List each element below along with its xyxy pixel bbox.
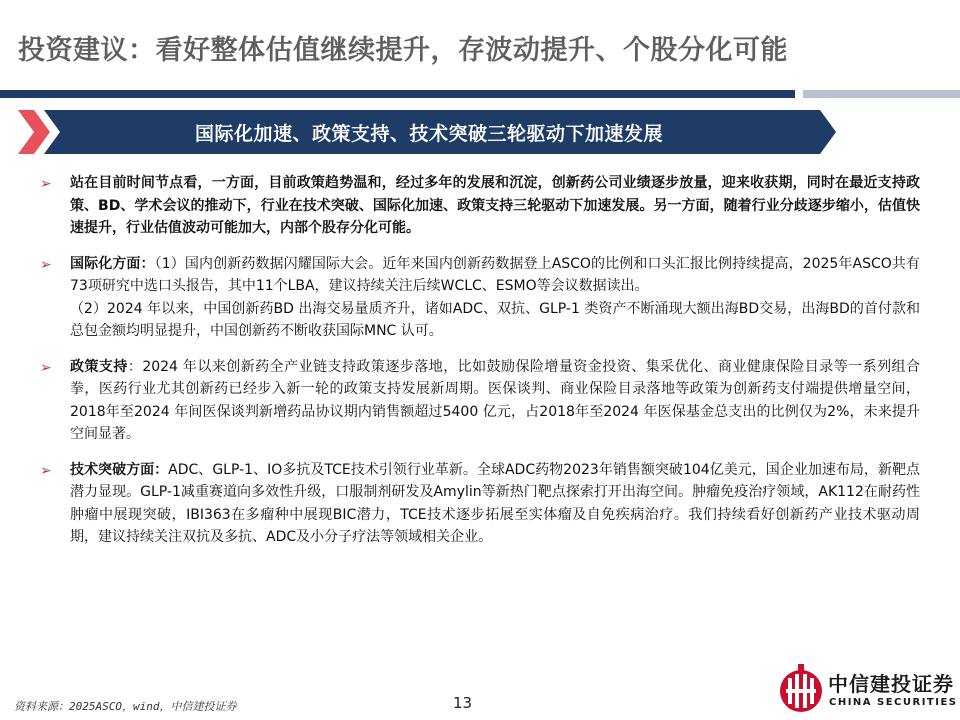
section-banner bbox=[18, 110, 840, 154]
bullet-policy bbox=[40, 356, 920, 446]
bullet-heading: 技术突破方面： bbox=[70, 461, 169, 478]
bullet-text: （1）国内创新药数据闪耀国际大会。近年来国内创新药数据登上ASCO的比例和口头汇报比例持续提高，2025年ASCO共有73项研究中选口头报告，其中11个LBA，建议持续关注后续WCLC、ESMO等会议数据读出。 bbox=[70, 255, 920, 294]
bullet-arrow-icon: ➢ bbox=[40, 176, 52, 192]
bullet-paragraph bbox=[70, 253, 920, 298]
bullet-arrow-icon: ➢ bbox=[40, 256, 52, 273]
bullet-technology bbox=[40, 459, 920, 549]
logo-mark-icon bbox=[778, 664, 824, 716]
title-rule-light bbox=[803, 90, 960, 98]
bullet-paragraph bbox=[70, 459, 920, 549]
bullet-list bbox=[40, 172, 920, 562]
bullet-text: ：2024 年以来创新药全产业链支持政策逐步落地，比如鼓励保险增量资金投资、集采优化、商业健康保险目录等一系列组合拳，医药行业尤其创新药已经步入新一轮的政策支持发展新周期。医保谈判、商业保险目录落地等政策为创新药支付端提供增量空间，2018年至2024 年间医保谈判新增药品协议期内销售额超过5400 亿元，占2018年至2024 年医保基金总支出的比例仅为2%，未来提升空间显著。 bbox=[70, 358, 921, 442]
title-rule-dark bbox=[0, 90, 795, 98]
bullet-arrow-icon: ➢ bbox=[40, 462, 52, 479]
bullet-heading: 政策支持 bbox=[70, 358, 128, 375]
bullet-text: ADC、GLP-1、IO多抗及TCE技术引领行业革新。全球ADC药物2023年销售额突破104亿美元，国企业加速布局，新靶点潜力显现。GLP-1减重赛道向多效性升级，口服制剂研发及Amylin等新热门靶点探索打开出海空间。肿瘤免疫治疗领域，AK112在耐药性肿瘤中展现突破，IBI363在多瘤种中展现BIC潜力，TCE技术逐步拓展至实体瘤及自免疾病治疗。我们持续看好创新药产业技术驱动周期，建议持续关注双抗及多抗、ADC及小分子疗法等领域相关企业。 bbox=[70, 461, 921, 545]
bullet-paragraph bbox=[70, 356, 920, 446]
bullet-internationalization bbox=[40, 253, 920, 343]
bullet-paragraph: 站在目前时间节点看，一方面，目前政策趋势温和，经过多年的发展和沉淀，创新药公司业绩逐步放量，迎来收获期，同时在最近支持政策、BD、学术会议的推动下，行业在技术突破、国际化加速、政策支持三轮驱动下加速发展。另一方面，随着行业分歧逐步缩小，估值快速提升，行业估值波动可能加大，内部个股存分化可能。 bbox=[70, 175, 920, 236]
source-note: 资料来源：2025ASCO，wind，中信建投证券 bbox=[14, 700, 237, 713]
logo-name-en: CHINA SECURITIES bbox=[829, 697, 958, 708]
bullet-paragraph: （2）2024 年以来，中国创新药BD 出海交易量质齐升，诸如ADC、双抗、GLP-1 类资产不断涌现大额出海BD交易，出海BD的首付款和总包金额均明显提升，中国创新药不断收获国际MNC 认可。 bbox=[70, 300, 920, 339]
bullet-heading: 国际化方面： bbox=[70, 255, 155, 272]
page-number: 13 bbox=[453, 694, 473, 712]
company-logo bbox=[778, 664, 956, 716]
bullet-arrow-icon: ➢ bbox=[40, 359, 52, 376]
page-title: 投资建议：看好整体估值继续提升，存波动提升、个股分化可能 bbox=[18, 35, 788, 66]
banner-text: 国际化加速、政策支持、技术突破三轮驱动下加速发展 bbox=[194, 123, 663, 145]
logo-name-cn: 中信建投证券 bbox=[828, 672, 954, 696]
bullet-summary bbox=[40, 172, 920, 240]
